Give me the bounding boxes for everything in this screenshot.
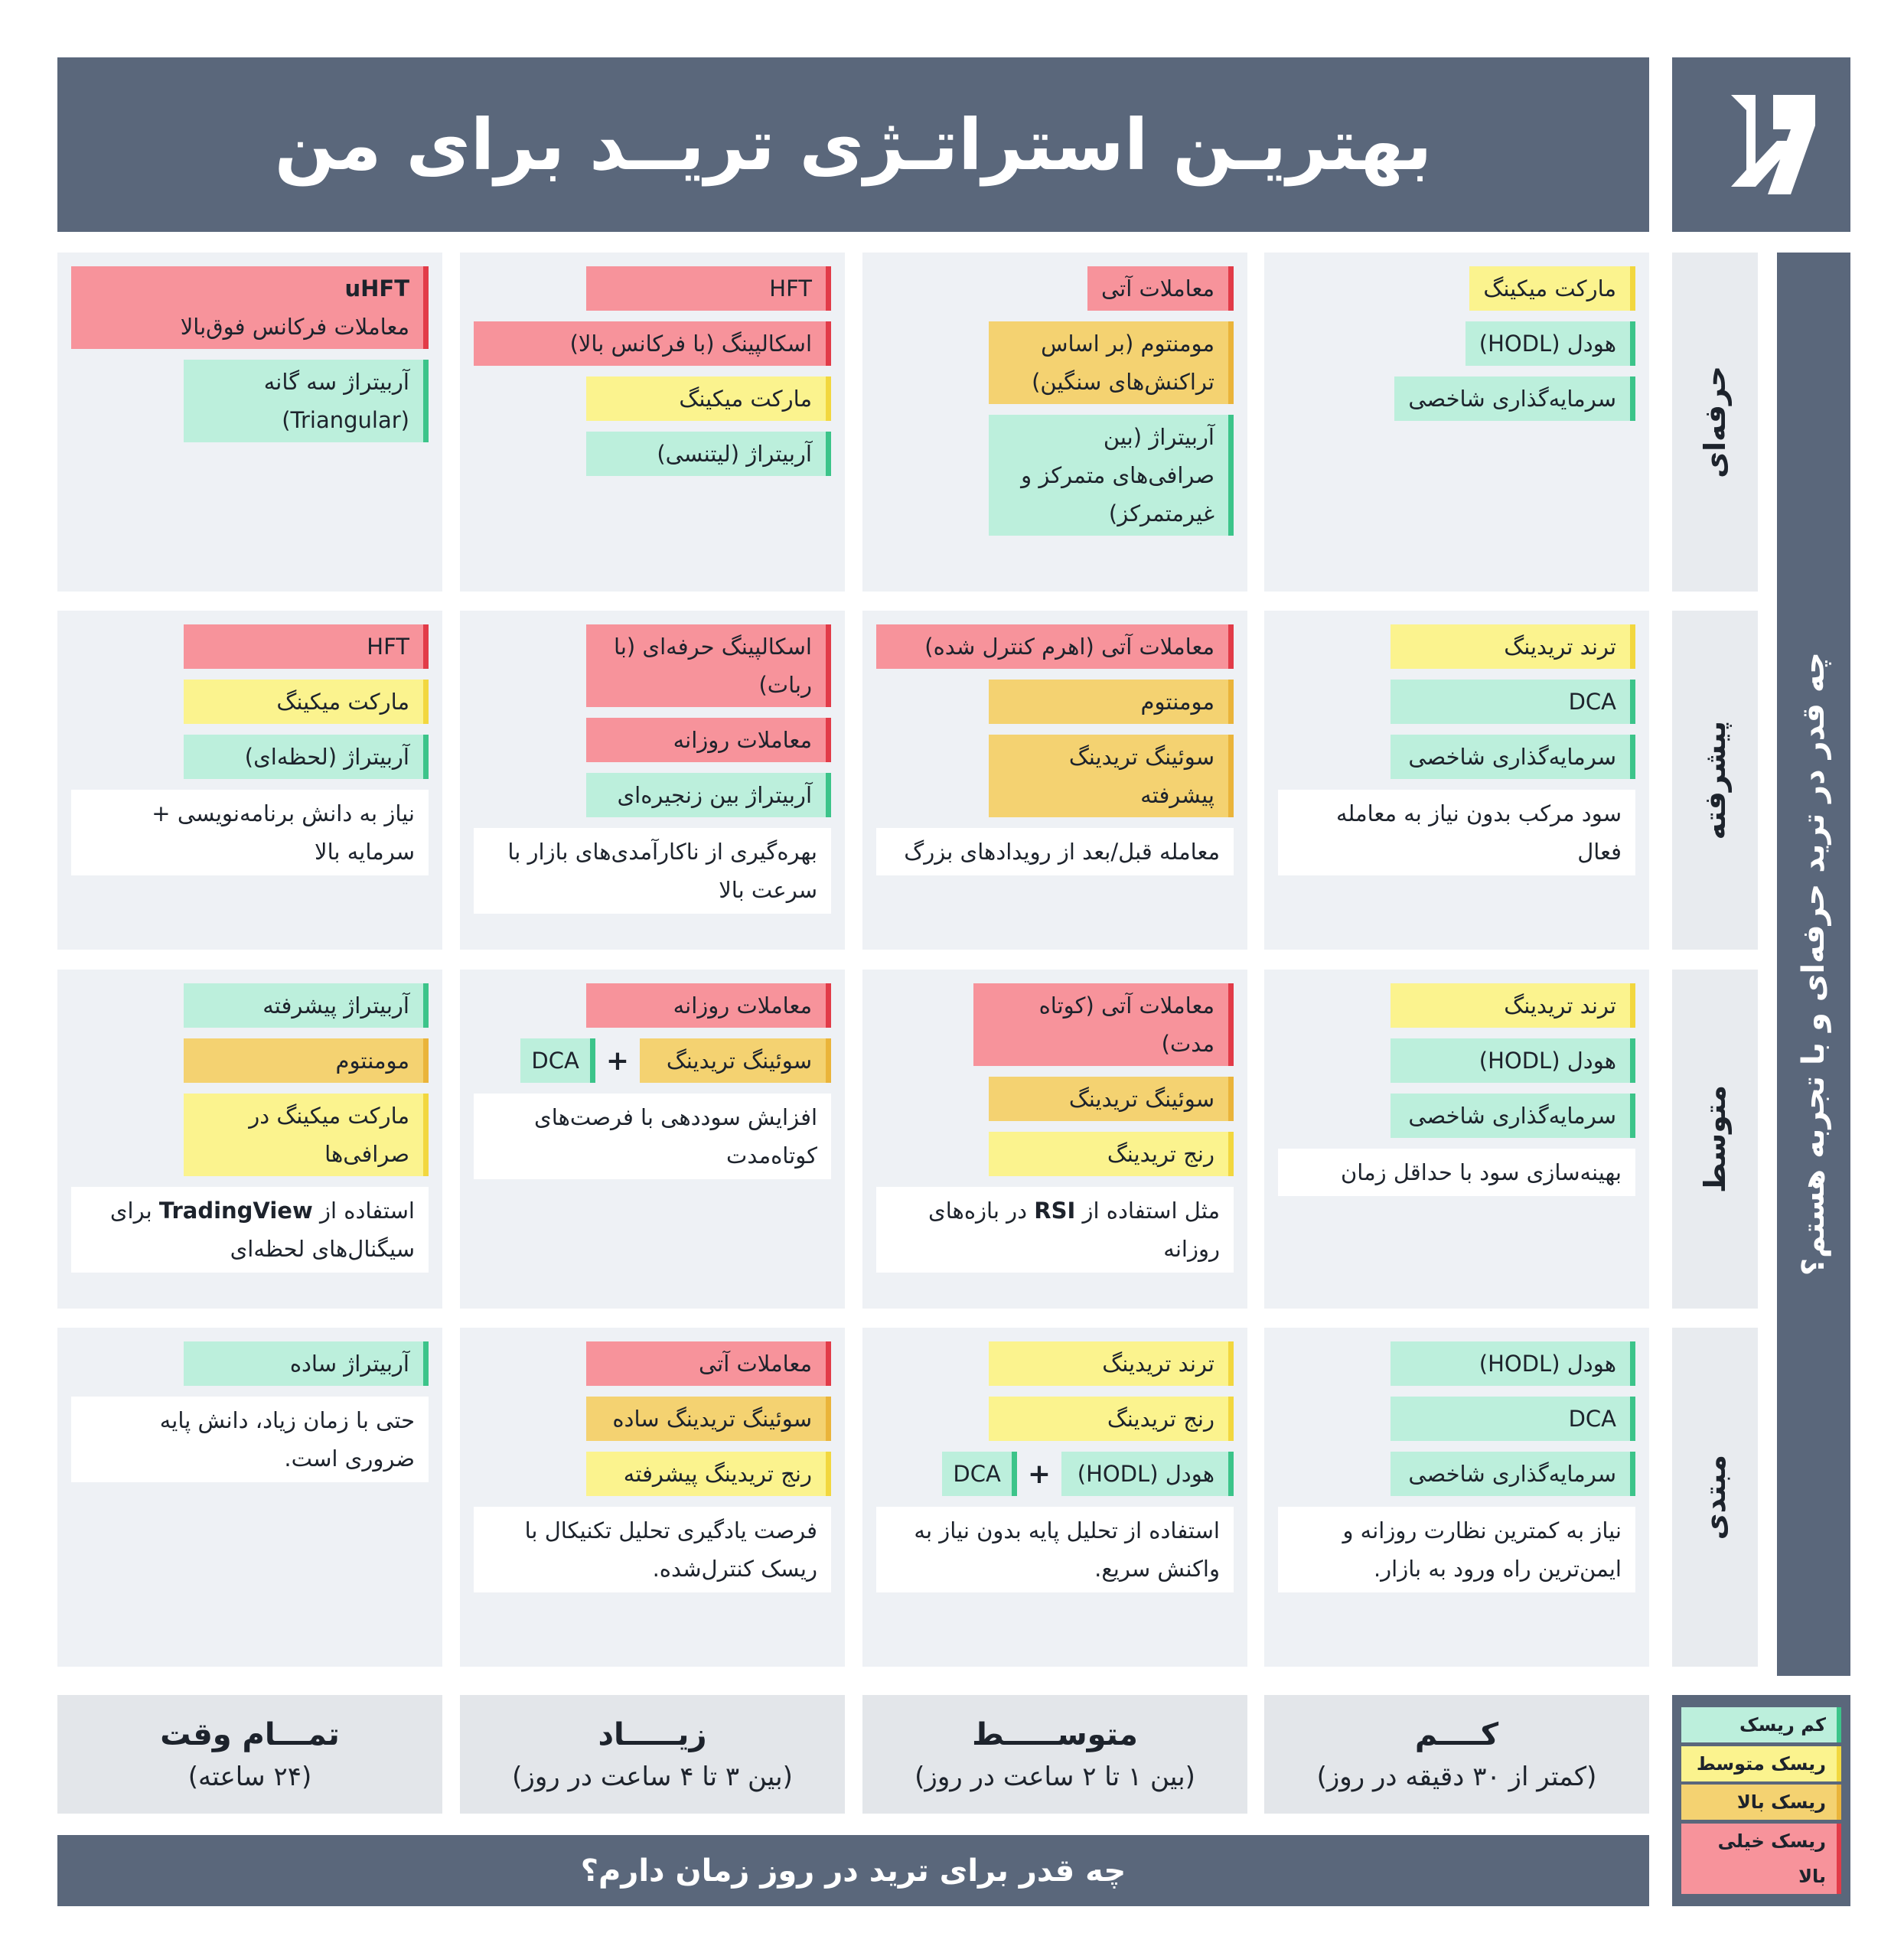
cell-note: [876, 1187, 1234, 1273]
strategy-item: رنج تریدینگ پیشرفته: [586, 1452, 831, 1496]
legend-item-medium-risk: ریسک متوسط: [1681, 1746, 1841, 1781]
cell-advanced-medium-time: [862, 611, 1247, 950]
strategy-item: معاملات روزانه: [586, 718, 831, 762]
note-text: برای سیگنال‌های لحظه‌ای: [109, 1198, 415, 1262]
strategy-item: آربیتراژ بین زنجیره‌ای: [586, 773, 831, 817]
cell-note: [71, 1187, 429, 1273]
cell-note: بهینه‌سازی سود با حداقل زمان: [1278, 1149, 1635, 1196]
strategy-item: آربیتراژ ساده: [184, 1341, 429, 1386]
strategy-item: مارکت میکینگ در صرافی‌ها: [184, 1094, 429, 1176]
time-axis-label: چه قدر برای ترید در روز زمان دارم؟: [580, 1853, 1126, 1889]
strategy-item: سرمایه‌گذاری شاخصی: [1391, 1452, 1635, 1496]
strategy-item: هودل (HODL): [1391, 1038, 1635, 1083]
legend-item-high-risk: ریسک بالا: [1681, 1785, 1841, 1820]
strategy-combo: [942, 1452, 1234, 1496]
level-label-advanced: [1672, 611, 1758, 950]
level-text-intermediate: متوسط: [1698, 1085, 1732, 1193]
cell-note: معامله قبل/بعد از رویدادهای بزرگ: [876, 828, 1234, 875]
strategy-item: سرمایه‌گذاری شاخصی: [1394, 376, 1635, 421]
time-column-subtitle: (بین ۳ تا ۴ ساعت در روز): [512, 1761, 793, 1792]
strategy-item: معاملات آتی (اهرم کنترل شده): [876, 624, 1234, 669]
title-bar: [57, 57, 1649, 232]
cell-advanced-full-time: [57, 611, 442, 950]
strategy-item: DCA: [520, 1038, 595, 1083]
plus-sign: +: [605, 1045, 629, 1077]
cell-note: فرصت یادگیری تحلیل تکنیکال با ریسک کنترل‌شده.: [474, 1507, 831, 1592]
time-column-title: تمـــام وقت: [160, 1716, 340, 1752]
strategy-item: معاملات آتی (کوتاه مدت): [973, 983, 1234, 1066]
cell-pro-high-time: [460, 253, 845, 592]
time-column-label-full: [57, 1695, 442, 1814]
cell-advanced-low-time: [1264, 611, 1649, 950]
experience-axis-label: چه قدر در ترید حرفه‌ای و با تجربه هستم؟: [1796, 652, 1831, 1276]
cell-beginner-full-time: [57, 1328, 442, 1667]
strategy-item: مارکت میکینگ: [184, 680, 429, 724]
legend-item-low-risk: کم ریسک: [1681, 1707, 1841, 1742]
cell-pro-medium-time: [862, 253, 1247, 592]
risk-legend: [1672, 1695, 1850, 1906]
strategy-item-subtitle: معاملات فرکانس فوق‌بالا: [180, 314, 409, 340]
strategy-item: رنج تریدینگ: [989, 1132, 1234, 1176]
time-column-title: متوســـــط: [972, 1716, 1138, 1752]
strategy-item: DCA: [942, 1452, 1016, 1496]
cell-note: نیاز به کمترین نظارت روزانه و ایمن‌ترین راه ورود به بازار.: [1278, 1507, 1635, 1592]
strategy-item: ترند تریدینگ: [1391, 983, 1635, 1028]
strategy-item: سرمایه‌گذاری شاخصی: [1391, 735, 1635, 779]
level-label-pro: [1672, 253, 1758, 592]
cell-pro-full-time: [57, 253, 442, 592]
strategy-item: رنج تریدینگ: [989, 1397, 1234, 1441]
strategy-item: سوئینگ تریدینگ: [640, 1038, 831, 1083]
brand-logo-icon: [1700, 80, 1823, 210]
cell-beginner-high-time: [460, 1328, 845, 1667]
strategy-item: معاملات آتی: [1087, 266, 1234, 311]
cell-note: نیاز به دانش برنامه‌نویسی + سرمایه بالا: [71, 790, 429, 875]
strategy-item: اسکالپینگ حرفه‌ای (با ربات): [586, 624, 831, 707]
strategy-item: هودل (HODL): [1465, 321, 1635, 366]
level-label-intermediate: [1672, 970, 1758, 1309]
time-column-subtitle: (۲۴ ساعته): [187, 1761, 312, 1792]
cell-note: افزایش سوددهی با فرصت‌های کوتاه‌مدت: [474, 1094, 831, 1179]
strategy-item: آربیتراژ (لحظه‌ای): [184, 735, 429, 779]
strategy-item: HFT: [586, 266, 831, 311]
note-keyword: TradingView: [158, 1198, 313, 1224]
note-text: مثل استفاده از: [1082, 1198, 1220, 1224]
strategy-item: [71, 266, 429, 349]
cell-pro-low-time: [1264, 253, 1649, 592]
strategy-item: سوئینگ تریدینگ ساده: [586, 1397, 831, 1441]
cell-intermediate-low-time: [1264, 970, 1649, 1309]
legend-item-very-high-risk: ریسک خیلی بالا: [1681, 1824, 1841, 1894]
cell-note: حتی با زمان زیاد، دانش پایه ضروری است.: [71, 1397, 429, 1482]
time-column-subtitle: (بین ۱ تا ۲ ساعت در روز): [915, 1761, 1195, 1792]
time-column-subtitle: (کمتر از ۳۰ دقیقه در روز): [1316, 1761, 1597, 1792]
cell-note: سود مرکب بدون نیاز به معامله فعال: [1278, 790, 1635, 875]
strategy-item: هودل (HODL): [1061, 1452, 1234, 1496]
note-text: استفاده از: [319, 1198, 415, 1224]
strategy-item: سوئینگ تریدینگ: [989, 1077, 1234, 1121]
plus-sign: +: [1027, 1458, 1051, 1490]
strategy-item-title: آربیتراژ سه گانه: [263, 369, 409, 395]
strategy-item: سوئینگ تریدینگ پیشرفته: [989, 735, 1234, 817]
strategy-item: سرمایه‌گذاری شاخصی: [1391, 1094, 1635, 1138]
level-text-advanced: پیشرفته: [1698, 720, 1732, 840]
strategy-item: مارکت میکینگ: [586, 376, 831, 421]
strategy-item: معاملات آتی: [586, 1341, 831, 1386]
strategy-item: [184, 360, 429, 442]
cell-beginner-low-time: [1264, 1328, 1649, 1667]
note-keyword: RSI: [1034, 1198, 1076, 1224]
strategy-item: مارکت میکینگ: [1469, 266, 1635, 311]
strategy-combo: [520, 1038, 831, 1083]
strategy-item: هودل (HODL): [1391, 1341, 1635, 1386]
cell-intermediate-high-time: [460, 970, 845, 1309]
time-column-title: کــــم: [1414, 1716, 1499, 1752]
cell-advanced-high-time: [460, 611, 845, 950]
strategy-item: آربیتراژ پیشرفته: [184, 983, 429, 1028]
strategy-item: آربیتراژ (بین صرافی‌های متمرکز و غیرمتمرکز): [989, 415, 1234, 536]
time-column-label-low: [1264, 1695, 1649, 1814]
strategy-item: مومنتوم: [989, 680, 1234, 724]
time-axis-bar: [57, 1835, 1649, 1906]
logo: [1672, 57, 1850, 232]
cell-beginner-medium-time: [862, 1328, 1247, 1667]
time-column-title: زیـــــاد: [598, 1716, 707, 1752]
strategy-item: معاملات روزانه: [586, 983, 831, 1028]
strategy-item: HFT: [184, 624, 429, 669]
cell-note: بهره‌گیری از ناکارآمدی‌های بازار با سرعت بالا: [474, 828, 831, 914]
strategy-item: DCA: [1391, 1397, 1635, 1441]
strategy-item-title: uHFT: [344, 275, 409, 302]
level-label-beginner: [1672, 1328, 1758, 1667]
cell-intermediate-full-time: [57, 970, 442, 1309]
strategy-item: اسکالپینگ (با فرکانس بالا): [474, 321, 831, 366]
note-text: در بازه‌های روزانه: [928, 1198, 1220, 1262]
strategy-item: مومنتوم (بر اساس تراکنش‌های سنگین): [989, 321, 1234, 404]
page-title: بهتریـن استراتـژی تریــد برای من: [274, 103, 1433, 186]
time-column-label-high: [460, 1695, 845, 1814]
strategy-item: ترند تریدینگ: [1391, 624, 1635, 669]
time-column-label-medium: [862, 1695, 1247, 1814]
level-text-beginner: مبتدی: [1698, 1454, 1732, 1540]
strategy-item: ترند تریدینگ: [989, 1341, 1234, 1386]
cell-intermediate-medium-time: [862, 970, 1247, 1309]
strategy-item: آربیتراژ (لیتنسی): [586, 432, 831, 476]
strategy-item: مومنتوم: [184, 1038, 429, 1083]
experience-axis-bar: [1777, 253, 1850, 1676]
strategy-item-subtitle: (Triangular): [282, 407, 409, 433]
cell-note: استفاده از تحلیل پایه بدون نیاز به واکنش سریع.: [876, 1507, 1234, 1592]
strategy-item: DCA: [1391, 680, 1635, 724]
level-text-pro: حرفه‌ای: [1698, 366, 1732, 478]
